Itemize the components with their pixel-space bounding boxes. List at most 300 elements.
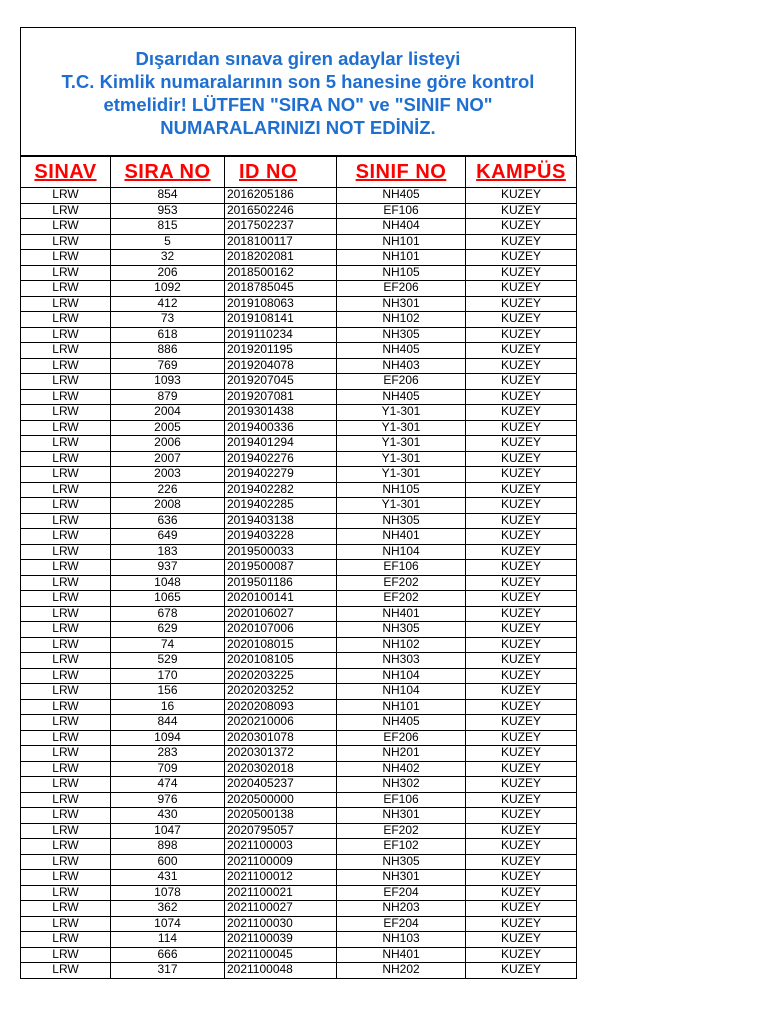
header-sinav: SINAV	[21, 157, 111, 188]
cell-sira-no: 1092	[111, 281, 225, 297]
cell-sira-no: 649	[111, 529, 225, 545]
cell-id-no: 2019204078	[225, 358, 337, 374]
cell-sinav: LRW	[21, 265, 111, 281]
cell-sinav: LRW	[21, 916, 111, 932]
cell-sinav: LRW	[21, 281, 111, 297]
cell-id-no: 2019108063	[225, 296, 337, 312]
cell-sinif-no: EF106	[337, 560, 466, 576]
cell-sira-no: 953	[111, 203, 225, 219]
cell-id-no: 2018100117	[225, 234, 337, 250]
cell-sinav: LRW	[21, 358, 111, 374]
table-row	[21, 451, 577, 467]
table-row	[21, 420, 577, 436]
table-row	[21, 947, 577, 963]
table-row	[21, 777, 577, 793]
cell-sinif-no: NH101	[337, 699, 466, 715]
cell-id-no: 2019201195	[225, 343, 337, 359]
cell-sira-no: 666	[111, 947, 225, 963]
table-row	[21, 358, 577, 374]
cell-kampus: KUZEY	[466, 467, 577, 483]
table-row	[21, 637, 577, 653]
cell-sira-no: 1094	[111, 730, 225, 746]
cell-sinif-no: EF206	[337, 374, 466, 390]
cell-sinav: LRW	[21, 637, 111, 653]
cell-sinav: LRW	[21, 715, 111, 731]
cell-sinav: LRW	[21, 250, 111, 266]
cell-kampus: KUZEY	[466, 234, 577, 250]
cell-sinif-no: Y1-301	[337, 436, 466, 452]
cell-sinif-no: NH405	[337, 343, 466, 359]
cell-id-no: 2020208093	[225, 699, 337, 715]
table-row	[21, 668, 577, 684]
cell-kampus: KUZEY	[466, 870, 577, 886]
cell-sira-no: 2008	[111, 498, 225, 514]
cell-sinav: LRW	[21, 839, 111, 855]
cell-kampus: KUZEY	[466, 327, 577, 343]
candidate-table	[20, 156, 577, 979]
cell-sira-no: 283	[111, 746, 225, 762]
table-row	[21, 234, 577, 250]
cell-sira-no: 1074	[111, 916, 225, 932]
cell-id-no: 2020108105	[225, 653, 337, 669]
cell-kampus: KUZEY	[466, 668, 577, 684]
cell-id-no: 2017502237	[225, 219, 337, 235]
cell-sinav: LRW	[21, 777, 111, 793]
cell-sira-no: 1065	[111, 591, 225, 607]
table-row	[21, 746, 577, 762]
cell-sinif-no: NH401	[337, 529, 466, 545]
cell-sira-no: 183	[111, 544, 225, 560]
cell-sira-no: 32	[111, 250, 225, 266]
cell-sira-no: 815	[111, 219, 225, 235]
cell-sinav: LRW	[21, 389, 111, 405]
cell-kampus: KUZEY	[466, 560, 577, 576]
cell-kampus: KUZEY	[466, 854, 577, 870]
cell-id-no: 2019402285	[225, 498, 337, 514]
cell-sinav: LRW	[21, 343, 111, 359]
cell-kampus: KUZEY	[466, 637, 577, 653]
cell-id-no: 2019500087	[225, 560, 337, 576]
header-id-no: ID NO	[225, 157, 337, 188]
cell-sira-no: 412	[111, 296, 225, 312]
cell-sinif-no: NH305	[337, 854, 466, 870]
cell-sinif-no: EF106	[337, 792, 466, 808]
cell-sinif-no: EF202	[337, 823, 466, 839]
table-row	[21, 327, 577, 343]
cell-sinav: LRW	[21, 451, 111, 467]
table-row	[21, 513, 577, 529]
cell-sira-no: 430	[111, 808, 225, 824]
cell-kampus: KUZEY	[466, 374, 577, 390]
cell-id-no: 2019108141	[225, 312, 337, 328]
cell-id-no: 2016205186	[225, 188, 337, 204]
table-row	[21, 203, 577, 219]
cell-kampus: KUZEY	[466, 622, 577, 638]
table-row	[21, 281, 577, 297]
cell-sinif-no: Y1-301	[337, 420, 466, 436]
table-row	[21, 606, 577, 622]
cell-kampus: KUZEY	[466, 513, 577, 529]
header-kampus: KAMPÜS	[466, 157, 577, 188]
cell-id-no: 2019400336	[225, 420, 337, 436]
notice-box	[20, 27, 576, 156]
cell-kampus: KUZEY	[466, 188, 577, 204]
cell-sira-no: 156	[111, 684, 225, 700]
cell-sira-no: 362	[111, 901, 225, 917]
table-row	[21, 699, 577, 715]
cell-kampus: KUZEY	[466, 606, 577, 622]
cell-sira-no: 709	[111, 761, 225, 777]
cell-sinif-no: EF202	[337, 575, 466, 591]
cell-sinav: LRW	[21, 188, 111, 204]
cell-sinav: LRW	[21, 653, 111, 669]
cell-sira-no: 976	[111, 792, 225, 808]
cell-sinif-no: NH105	[337, 265, 466, 281]
cell-id-no: 2020100141	[225, 591, 337, 607]
cell-kampus: KUZEY	[466, 482, 577, 498]
table-row	[21, 622, 577, 638]
cell-id-no: 2021100027	[225, 901, 337, 917]
cell-kampus: KUZEY	[466, 265, 577, 281]
cell-sira-no: 74	[111, 637, 225, 653]
cell-sinif-no: Y1-301	[337, 498, 466, 514]
cell-sinav: LRW	[21, 560, 111, 576]
cell-id-no: 2018202081	[225, 250, 337, 266]
cell-sinif-no: EF106	[337, 203, 466, 219]
cell-sira-no: 226	[111, 482, 225, 498]
cell-id-no: 2019402282	[225, 482, 337, 498]
cell-sira-no: 898	[111, 839, 225, 855]
notice-line: T.C. Kimlik numaralarının son 5 hanesine göre kontrol	[61, 70, 535, 92]
cell-kampus: KUZEY	[466, 839, 577, 855]
cell-kampus: KUZEY	[466, 436, 577, 452]
cell-sinav: LRW	[21, 792, 111, 808]
table-row	[21, 963, 577, 979]
cell-sinav: LRW	[21, 312, 111, 328]
cell-sinav: LRW	[21, 591, 111, 607]
cell-sira-no: 474	[111, 777, 225, 793]
cell-sira-no: 1047	[111, 823, 225, 839]
cell-id-no: 2021100021	[225, 885, 337, 901]
cell-sira-no: 16	[111, 699, 225, 715]
cell-sira-no: 5	[111, 234, 225, 250]
cell-kampus: KUZEY	[466, 808, 577, 824]
cell-sinav: LRW	[21, 947, 111, 963]
table-row	[21, 715, 577, 731]
cell-sinif-no: NH403	[337, 358, 466, 374]
cell-sira-no: 73	[111, 312, 225, 328]
cell-sinav: LRW	[21, 513, 111, 529]
table-row	[21, 467, 577, 483]
cell-id-no: 2020106027	[225, 606, 337, 622]
cell-id-no: 2018785045	[225, 281, 337, 297]
cell-sinav: LRW	[21, 823, 111, 839]
cell-kampus: KUZEY	[466, 575, 577, 591]
cell-sira-no: 1078	[111, 885, 225, 901]
cell-id-no: 2019110234	[225, 327, 337, 343]
table-row	[21, 730, 577, 746]
cell-sinav: LRW	[21, 296, 111, 312]
cell-sinav: LRW	[21, 544, 111, 560]
cell-id-no: 2019403228	[225, 529, 337, 545]
cell-id-no: 2021100039	[225, 932, 337, 948]
table-row	[21, 544, 577, 560]
cell-sinav: LRW	[21, 730, 111, 746]
table-row	[21, 591, 577, 607]
table-row	[21, 808, 577, 824]
cell-sinif-no: Y1-301	[337, 467, 466, 483]
table-row	[21, 916, 577, 932]
cell-kampus: KUZEY	[466, 498, 577, 514]
cell-kampus: KUZEY	[466, 761, 577, 777]
table-row	[21, 839, 577, 855]
cell-kampus: KUZEY	[466, 250, 577, 266]
cell-id-no: 2021100003	[225, 839, 337, 855]
table-row	[21, 792, 577, 808]
cell-sinif-no: Y1-301	[337, 405, 466, 421]
cell-sinif-no: NH405	[337, 188, 466, 204]
notice-text	[62, 45, 535, 139]
notice-line: Dışarıdan sınava giren adaylar listeyi	[135, 47, 461, 69]
cell-sira-no: 886	[111, 343, 225, 359]
cell-sinif-no: NH104	[337, 544, 466, 560]
cell-id-no: 2019401294	[225, 436, 337, 452]
cell-kampus: KUZEY	[466, 203, 577, 219]
cell-kampus: KUZEY	[466, 544, 577, 560]
cell-sira-no: 114	[111, 932, 225, 948]
table-row	[21, 560, 577, 576]
cell-id-no: 2020108015	[225, 637, 337, 653]
cell-sinav: LRW	[21, 854, 111, 870]
cell-sira-no: 2007	[111, 451, 225, 467]
cell-kampus: KUZEY	[466, 699, 577, 715]
table-row	[21, 932, 577, 948]
cell-id-no: 2020301372	[225, 746, 337, 762]
cell-sira-no: 2005	[111, 420, 225, 436]
cell-kampus: KUZEY	[466, 777, 577, 793]
cell-sinav: LRW	[21, 374, 111, 390]
cell-sinav: LRW	[21, 606, 111, 622]
cell-sira-no: 529	[111, 653, 225, 669]
cell-id-no: 2020203225	[225, 668, 337, 684]
cell-sinif-no: NH404	[337, 219, 466, 235]
cell-sinav: LRW	[21, 467, 111, 483]
cell-sinif-no: NH101	[337, 250, 466, 266]
cell-sinav: LRW	[21, 405, 111, 421]
cell-sinif-no: NH203	[337, 901, 466, 917]
cell-sinav: LRW	[21, 622, 111, 638]
cell-sinif-no: EF204	[337, 885, 466, 901]
cell-kampus: KUZEY	[466, 823, 577, 839]
table-row	[21, 529, 577, 545]
cell-sinif-no: NH103	[337, 932, 466, 948]
cell-sinav: LRW	[21, 808, 111, 824]
cell-id-no: 2019403138	[225, 513, 337, 529]
cell-sinif-no: NH202	[337, 963, 466, 979]
cell-sinav: LRW	[21, 684, 111, 700]
cell-sinif-no: NH305	[337, 622, 466, 638]
cell-kampus: KUZEY	[466, 420, 577, 436]
cell-id-no: 2021100012	[225, 870, 337, 886]
cell-id-no: 2019207081	[225, 389, 337, 405]
cell-id-no: 2019207045	[225, 374, 337, 390]
cell-sinav: LRW	[21, 219, 111, 235]
header-sira-no: SIRA NO	[111, 157, 225, 188]
cell-sinav: LRW	[21, 761, 111, 777]
cell-id-no: 2020405237	[225, 777, 337, 793]
cell-id-no: 2019402276	[225, 451, 337, 467]
cell-id-no: 2018500162	[225, 265, 337, 281]
cell-kampus: KUZEY	[466, 451, 577, 467]
cell-sira-no: 618	[111, 327, 225, 343]
cell-sinav: LRW	[21, 482, 111, 498]
cell-sinif-no: NH301	[337, 808, 466, 824]
cell-kampus: KUZEY	[466, 529, 577, 545]
cell-kampus: KUZEY	[466, 219, 577, 235]
cell-sira-no: 1093	[111, 374, 225, 390]
cell-id-no: 2021100045	[225, 947, 337, 963]
cell-sinav: LRW	[21, 932, 111, 948]
cell-sinav: LRW	[21, 529, 111, 545]
cell-kampus: KUZEY	[466, 792, 577, 808]
cell-sinif-no: NH105	[337, 482, 466, 498]
cell-sinav: LRW	[21, 436, 111, 452]
cell-sinif-no: NH405	[337, 389, 466, 405]
cell-kampus: KUZEY	[466, 885, 577, 901]
cell-id-no: 2020500000	[225, 792, 337, 808]
cell-id-no: 2020302018	[225, 761, 337, 777]
table-row	[21, 296, 577, 312]
header-row	[21, 157, 577, 188]
cell-id-no: 2020203252	[225, 684, 337, 700]
cell-sira-no: 769	[111, 358, 225, 374]
cell-sinif-no: NH104	[337, 668, 466, 684]
table-row	[21, 498, 577, 514]
cell-id-no: 2021100048	[225, 963, 337, 979]
cell-sinav: LRW	[21, 870, 111, 886]
cell-sinif-no: NH401	[337, 947, 466, 963]
table-row	[21, 761, 577, 777]
cell-sinav: LRW	[21, 327, 111, 343]
table-row	[21, 870, 577, 886]
table-row	[21, 188, 577, 204]
cell-kampus: KUZEY	[466, 296, 577, 312]
cell-sira-no: 2004	[111, 405, 225, 421]
cell-sinif-no: NH305	[337, 327, 466, 343]
table-row	[21, 312, 577, 328]
cell-kampus: KUZEY	[466, 916, 577, 932]
cell-sinav: LRW	[21, 901, 111, 917]
cell-id-no: 2020795057	[225, 823, 337, 839]
cell-sinif-no: NH301	[337, 870, 466, 886]
notice-line: NUMARALARINIZI NOT EDİNİZ.	[160, 116, 436, 138]
cell-sinif-no: EF202	[337, 591, 466, 607]
cell-sira-no: 854	[111, 188, 225, 204]
cell-sira-no: 636	[111, 513, 225, 529]
cell-id-no: 2021100009	[225, 854, 337, 870]
cell-sinif-no: EF206	[337, 730, 466, 746]
cell-kampus: KUZEY	[466, 591, 577, 607]
cell-sinav: LRW	[21, 963, 111, 979]
header-sinif-no: SINIF NO	[337, 157, 466, 188]
cell-kampus: KUZEY	[466, 901, 577, 917]
cell-kampus: KUZEY	[466, 358, 577, 374]
cell-sinif-no: NH303	[337, 653, 466, 669]
cell-sinav: LRW	[21, 420, 111, 436]
cell-sinif-no: EF204	[337, 916, 466, 932]
table-row	[21, 389, 577, 405]
cell-sinif-no: NH104	[337, 684, 466, 700]
cell-kampus: KUZEY	[466, 947, 577, 963]
cell-sinif-no: NH201	[337, 746, 466, 762]
cell-sinav: LRW	[21, 699, 111, 715]
cell-sira-no: 2003	[111, 467, 225, 483]
cell-sira-no: 1048	[111, 575, 225, 591]
cell-sira-no: 2006	[111, 436, 225, 452]
cell-sinif-no: NH101	[337, 234, 466, 250]
cell-sira-no: 206	[111, 265, 225, 281]
cell-sira-no: 317	[111, 963, 225, 979]
table-row	[21, 653, 577, 669]
cell-id-no: 2020210006	[225, 715, 337, 731]
cell-kampus: KUZEY	[466, 405, 577, 421]
cell-sinif-no: EF206	[337, 281, 466, 297]
cell-sinif-no: NH402	[337, 761, 466, 777]
table-body	[21, 188, 577, 979]
cell-sinav: LRW	[21, 498, 111, 514]
table-row	[21, 405, 577, 421]
cell-id-no: 2020107006	[225, 622, 337, 638]
table-row	[21, 343, 577, 359]
table-row	[21, 265, 577, 281]
cell-sinif-no: NH102	[337, 637, 466, 653]
table-row	[21, 250, 577, 266]
table-row	[21, 854, 577, 870]
cell-sinav: LRW	[21, 234, 111, 250]
cell-sira-no: 879	[111, 389, 225, 405]
cell-sira-no: 937	[111, 560, 225, 576]
cell-kampus: KUZEY	[466, 684, 577, 700]
cell-sira-no: 170	[111, 668, 225, 684]
table-row	[21, 374, 577, 390]
cell-id-no: 2019301438	[225, 405, 337, 421]
cell-id-no: 2020500138	[225, 808, 337, 824]
cell-sira-no: 431	[111, 870, 225, 886]
cell-sinif-no: NH301	[337, 296, 466, 312]
exam-list-sheet	[20, 27, 576, 979]
table-row	[21, 482, 577, 498]
cell-kampus: KUZEY	[466, 281, 577, 297]
table-row	[21, 823, 577, 839]
cell-sinif-no: NH302	[337, 777, 466, 793]
cell-id-no: 2016502246	[225, 203, 337, 219]
cell-sinif-no: NH405	[337, 715, 466, 731]
cell-kampus: KUZEY	[466, 963, 577, 979]
cell-kampus: KUZEY	[466, 730, 577, 746]
cell-sinav: LRW	[21, 203, 111, 219]
cell-sinav: LRW	[21, 746, 111, 762]
table-row	[21, 219, 577, 235]
cell-sinif-no: NH305	[337, 513, 466, 529]
cell-kampus: KUZEY	[466, 746, 577, 762]
cell-kampus: KUZEY	[466, 389, 577, 405]
cell-sira-no: 629	[111, 622, 225, 638]
cell-id-no: 2021100030	[225, 916, 337, 932]
cell-id-no: 2019501186	[225, 575, 337, 591]
cell-sinav: LRW	[21, 575, 111, 591]
cell-id-no: 2019500033	[225, 544, 337, 560]
cell-kampus: KUZEY	[466, 312, 577, 328]
